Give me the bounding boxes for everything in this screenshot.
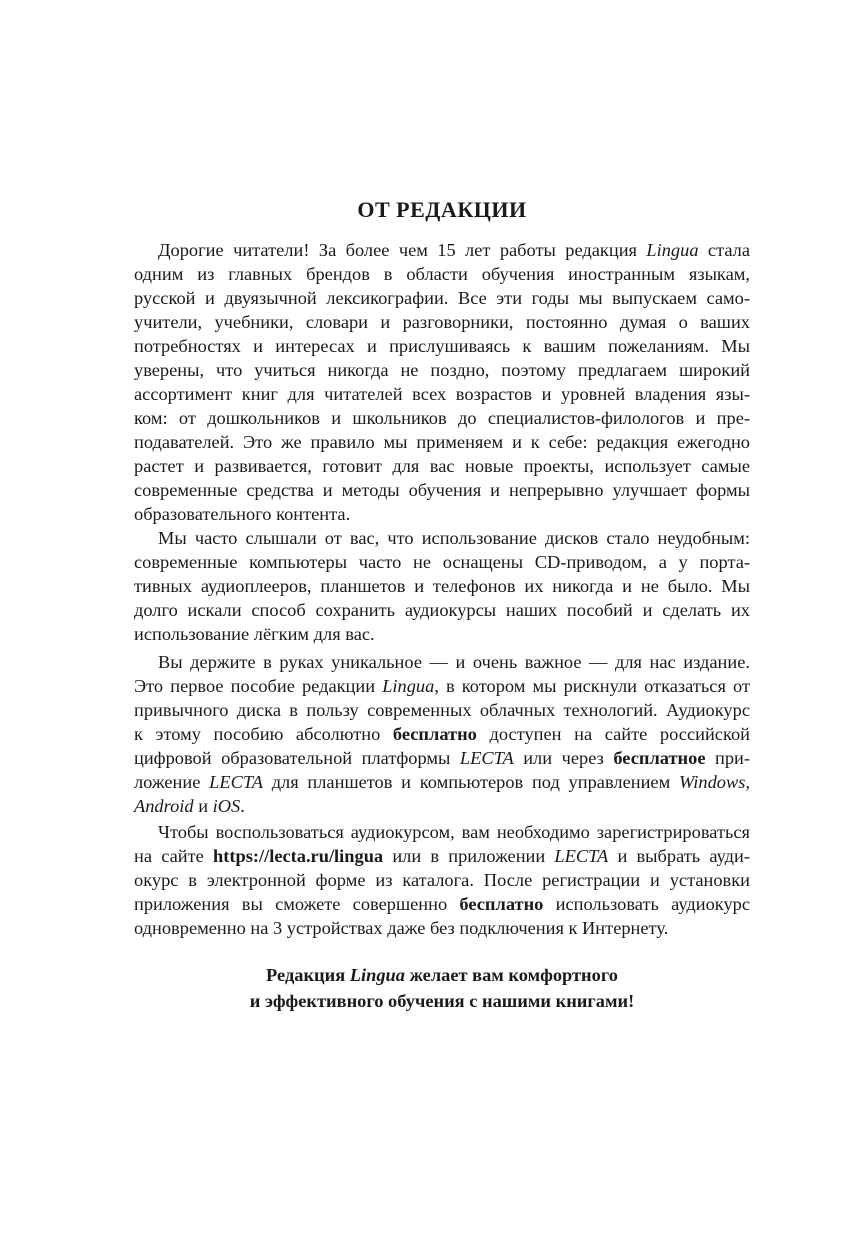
lecta-link: https://lecta.ru/lingua <box>213 846 384 866</box>
text-line: подавателей. Это же правило мы применяем и к себе: редакция ежегодно <box>134 432 750 452</box>
paragraph-registration <box>134 820 750 940</box>
text-line: Это первое пособие редакции Lingua, в котором мы рискнули отказаться от <box>134 676 750 696</box>
text-line: Дорогие читатели! За более чем 15 лет работы редакция Lingua стала <box>158 240 750 260</box>
text-line: ассортимент книг для читателей всех возрастов и уровней владения язы- <box>134 384 750 404</box>
text-line: окурс в электронной форме из каталога. После регистрации и установки <box>134 870 750 890</box>
text-line: учители, учебники, словари и разговорники, постоянно думая о ваших <box>134 312 750 332</box>
text-line: привычного диска в пользу современных облачных технологий. Аудиокурс <box>134 700 750 720</box>
text-line: Чтобы воспользоваться аудиокурсом, вам необходимо зарегистрироваться <box>158 822 750 842</box>
closing-wish <box>134 962 750 1014</box>
text-line: Мы часто слышали от вас, что использование дисков стало неудобным: <box>158 528 750 548</box>
closing-line-2: и эффективного обучения с нашими книгами! <box>249 991 635 1011</box>
text-line: современные компьютеры часто не оснащены CD-приводом, а у порта- <box>134 552 750 572</box>
text-line: уверены, что учиться никогда не поздно, поэтому предлагаем широкий <box>134 360 750 380</box>
text-line: Вы держите в руках уникальное — и очень важное — для нас издание. <box>158 652 750 672</box>
text-line: цифровой образовательной платформы LECTA или через бесплатное при- <box>134 748 750 768</box>
paragraph-edition <box>134 650 750 818</box>
text-line: русской и двуязычной лексикографии. Все эти годы мы выпускаем само- <box>134 288 750 308</box>
closing-line-1: Редакция Lingua желает вам комфортного <box>266 965 618 985</box>
text-line: современные средства и методы обучения и непрерывно улучшает формы <box>134 480 750 500</box>
text-line: к этому пособию абсолютно бесплатно доступен на сайте российской <box>134 724 750 744</box>
text-line: использование лёгким для вас. <box>134 624 375 644</box>
text-line: потребностях и интересах и прислушиваясь к вашим пожеланиям. Мы <box>134 336 750 356</box>
text-line: образовательного контента. <box>134 504 351 524</box>
paragraph-discs <box>134 526 750 646</box>
text-line: одновременно на 3 устройствах даже без подключения к Интернету. <box>134 918 669 938</box>
text-line: одним из главных брендов в области обучения иностранным языкам, <box>134 264 750 284</box>
text-line: долго искали способ сохранить аудиокурсы наших пособий и сделать их <box>134 600 750 620</box>
text-line: растет и развивается, готовит для вас новые проекты, использует самые <box>134 456 750 476</box>
text-line: приложения вы сможете совершенно бесплатно использовать аудиокурс <box>134 894 750 914</box>
text-line: тивных аудиоплееров, планшетов и телефонов их никогда и не было. Мы <box>134 576 750 596</box>
text-line: ком: от дошкольников и школьников до специалистов-филологов и пре- <box>134 408 750 428</box>
paragraph-intro <box>134 238 750 526</box>
text-line: Android и iOS. <box>134 796 245 816</box>
text-line: на сайте https://lecta.ru/lingua или в приложении LECTA и выбрать ауди- <box>134 846 750 866</box>
page-title: ОТ РЕДАКЦИИ <box>357 197 527 222</box>
text-line: ложение LECTA для планшетов и компьютеров под управлением Windows, <box>134 772 750 792</box>
